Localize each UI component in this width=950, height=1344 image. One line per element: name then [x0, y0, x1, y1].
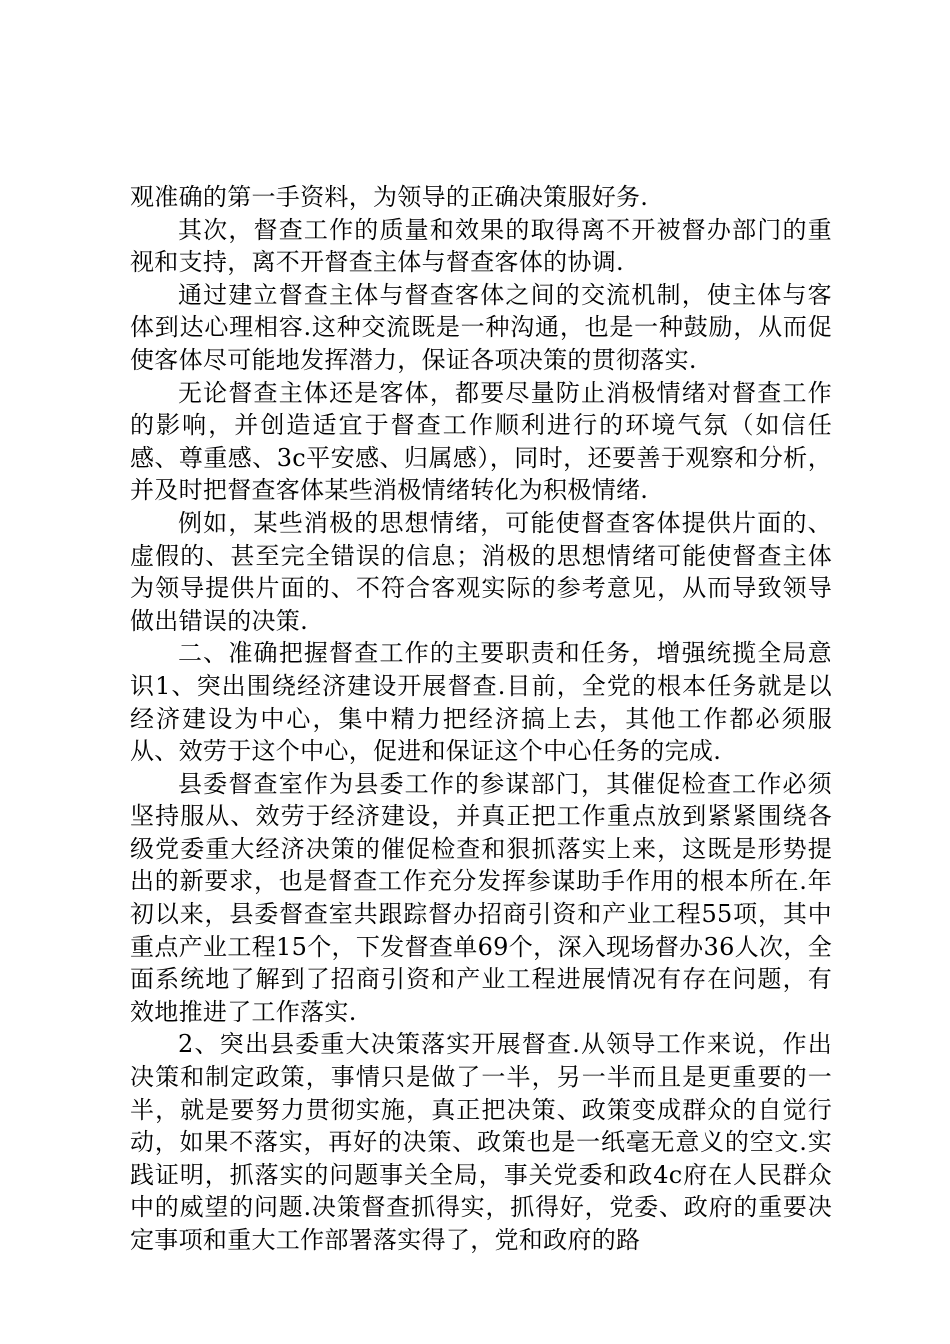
paragraph: 其次，督查工作的质量和效果的取得离不开被督办部门的重视和支持，离不开督查主体与督查客体的协调.: [130, 215, 832, 277]
document-body: [130, 181, 832, 1257]
paragraph: 通过建立督查主体与督查客体之间的交流机制，使主体与客体到达心理相容.这种交流既是一种沟通，也是一种鼓励，从而促使客体尽可能地发挥潜力，保证各项决策的贯彻落实.: [130, 280, 832, 374]
paragraph: 县委督查室作为县委工作的参谋部门，其催促检查工作必须坚持服从、效劳于经济建设，并真正把工作重点放到紧紧围绕各级党委重大经济决策的催促检查和狠抓落实上来，这既是形势提出的新要求，也是督查工作充分发挥参谋助手作用的根本所在.年初以来，县委督查室共跟踪督办招商引资和产业工程55项，其中重点产业工程15个，下发督查单69个，深入现场督办36人次，全面系统地了解到了招商引资和产业工程进展情况有存在问题，有效地推进了工作落实.: [130, 769, 832, 1026]
paragraph: 2、突出县委重大决策落实开展督查.从领导工作来说，作出决策和制定政策，事情只是做了一半，另一半而且是更重要的一半，就是要努力贯彻实施，真正把决策、政策变成群众的自觉行动，如果不落实，再好的决策、政策也是一纸毫无意义的空文.实践证明，抓落实的问题事关全局，事关党委和政4c府在人民群众中的威望的问题.决策督查抓得实，抓得好，党委、政府的重要决定事项和重大工作部署落实得了，党和政府的路: [130, 1030, 832, 1254]
paragraph: 无论督查主体还是客体，都要尽量防止消极情绪对督查工作的影响，并创造适宜于督查工作顺利进行的环境气氛（如信任感、尊重感、3c平安感、归属感），同时，还要善于观察和分析，并及时把督查客体某些消极情绪转化为积极情绪.: [130, 378, 832, 505]
section-heading-paragraph: 二、准确把握督查工作的主要职责和任务，增强统揽全局意识1、突出围绕经济建设开展督查.目前，全党的根本任务就是以经济建设为中心，集中精力把经济搞上去，其他工作都必须服从、效劳于这个中心，促进和保证这个中心任务的完成.: [130, 639, 832, 766]
paragraph-continuation: 观准确的第一手资料，为领导的正确决策服好务.: [130, 183, 649, 211]
paragraph: 例如，某些消极的思想情绪，可能使督查客体提供片面的、虚假的、甚至完全错误的信息；消极的思想情绪可能使督查主体为领导提供片面的、不符合客观实际的参考意见，从而导致领导做出错误的决策.: [130, 508, 832, 635]
